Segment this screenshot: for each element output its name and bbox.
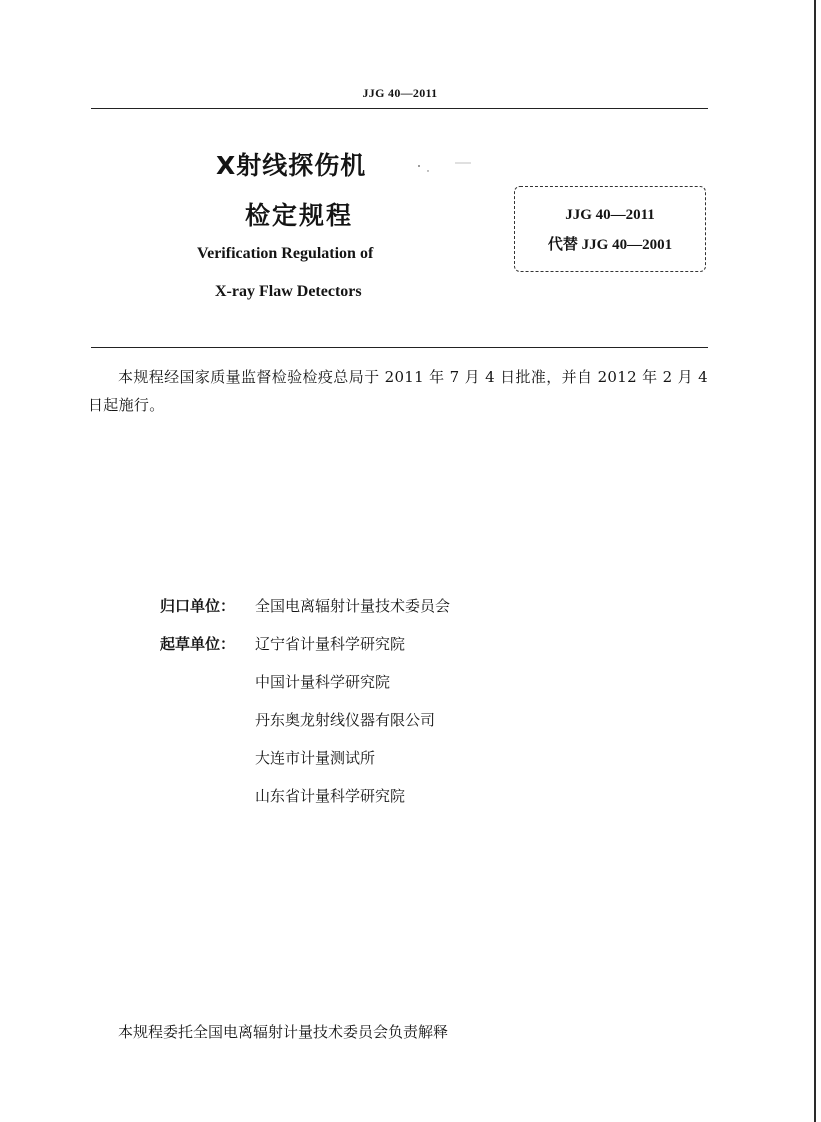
running-header: JJG 40—2011 bbox=[362, 86, 438, 100]
drafting-unit: 中国计量科学研究院 bbox=[255, 673, 391, 691]
title-cn-line1: X射线探伤机 bbox=[216, 151, 367, 180]
approval-paragraph: 本规程经国家质量监督检验检疫总局于 2011 年 7 月 4 日批准，并自 2012 年 2 月 4 日起施行。 bbox=[88, 368, 708, 414]
title-cn-line2: 检定规程 bbox=[245, 201, 354, 230]
page-edge-line bbox=[814, 0, 816, 1122]
section-rule bbox=[91, 347, 708, 348]
drafting-unit: 山东省计量科学研究院 bbox=[255, 787, 406, 805]
replaces-code: 代替 JJG 40—2001 bbox=[547, 237, 673, 253]
standard-code-box bbox=[514, 186, 706, 272]
scan-speck-marks bbox=[415, 158, 475, 178]
drafting-unit: 大连市计量测试所 bbox=[255, 749, 376, 767]
drafting-unit-label: 起草单位： bbox=[160, 635, 236, 653]
standard-code: JJG 40—2011 bbox=[565, 207, 655, 223]
responsible-unit-label: 归口单位： bbox=[160, 597, 236, 615]
responsible-unit: 全国电离辐射计量技术委员会 bbox=[255, 597, 451, 615]
header-rule bbox=[91, 108, 708, 109]
interpretation-note: 本规程委托全国电离辐射计量技术委员会负责解释 bbox=[118, 1023, 449, 1041]
drafting-unit: 辽宁省计量科学研究院 bbox=[255, 635, 406, 653]
title-en-line2: X-ray Flaw Detectors bbox=[215, 283, 362, 300]
drafting-unit: 丹东奥龙射线仪器有限公司 bbox=[255, 711, 436, 729]
title-en-line1: Verification Regulation of bbox=[197, 245, 374, 262]
